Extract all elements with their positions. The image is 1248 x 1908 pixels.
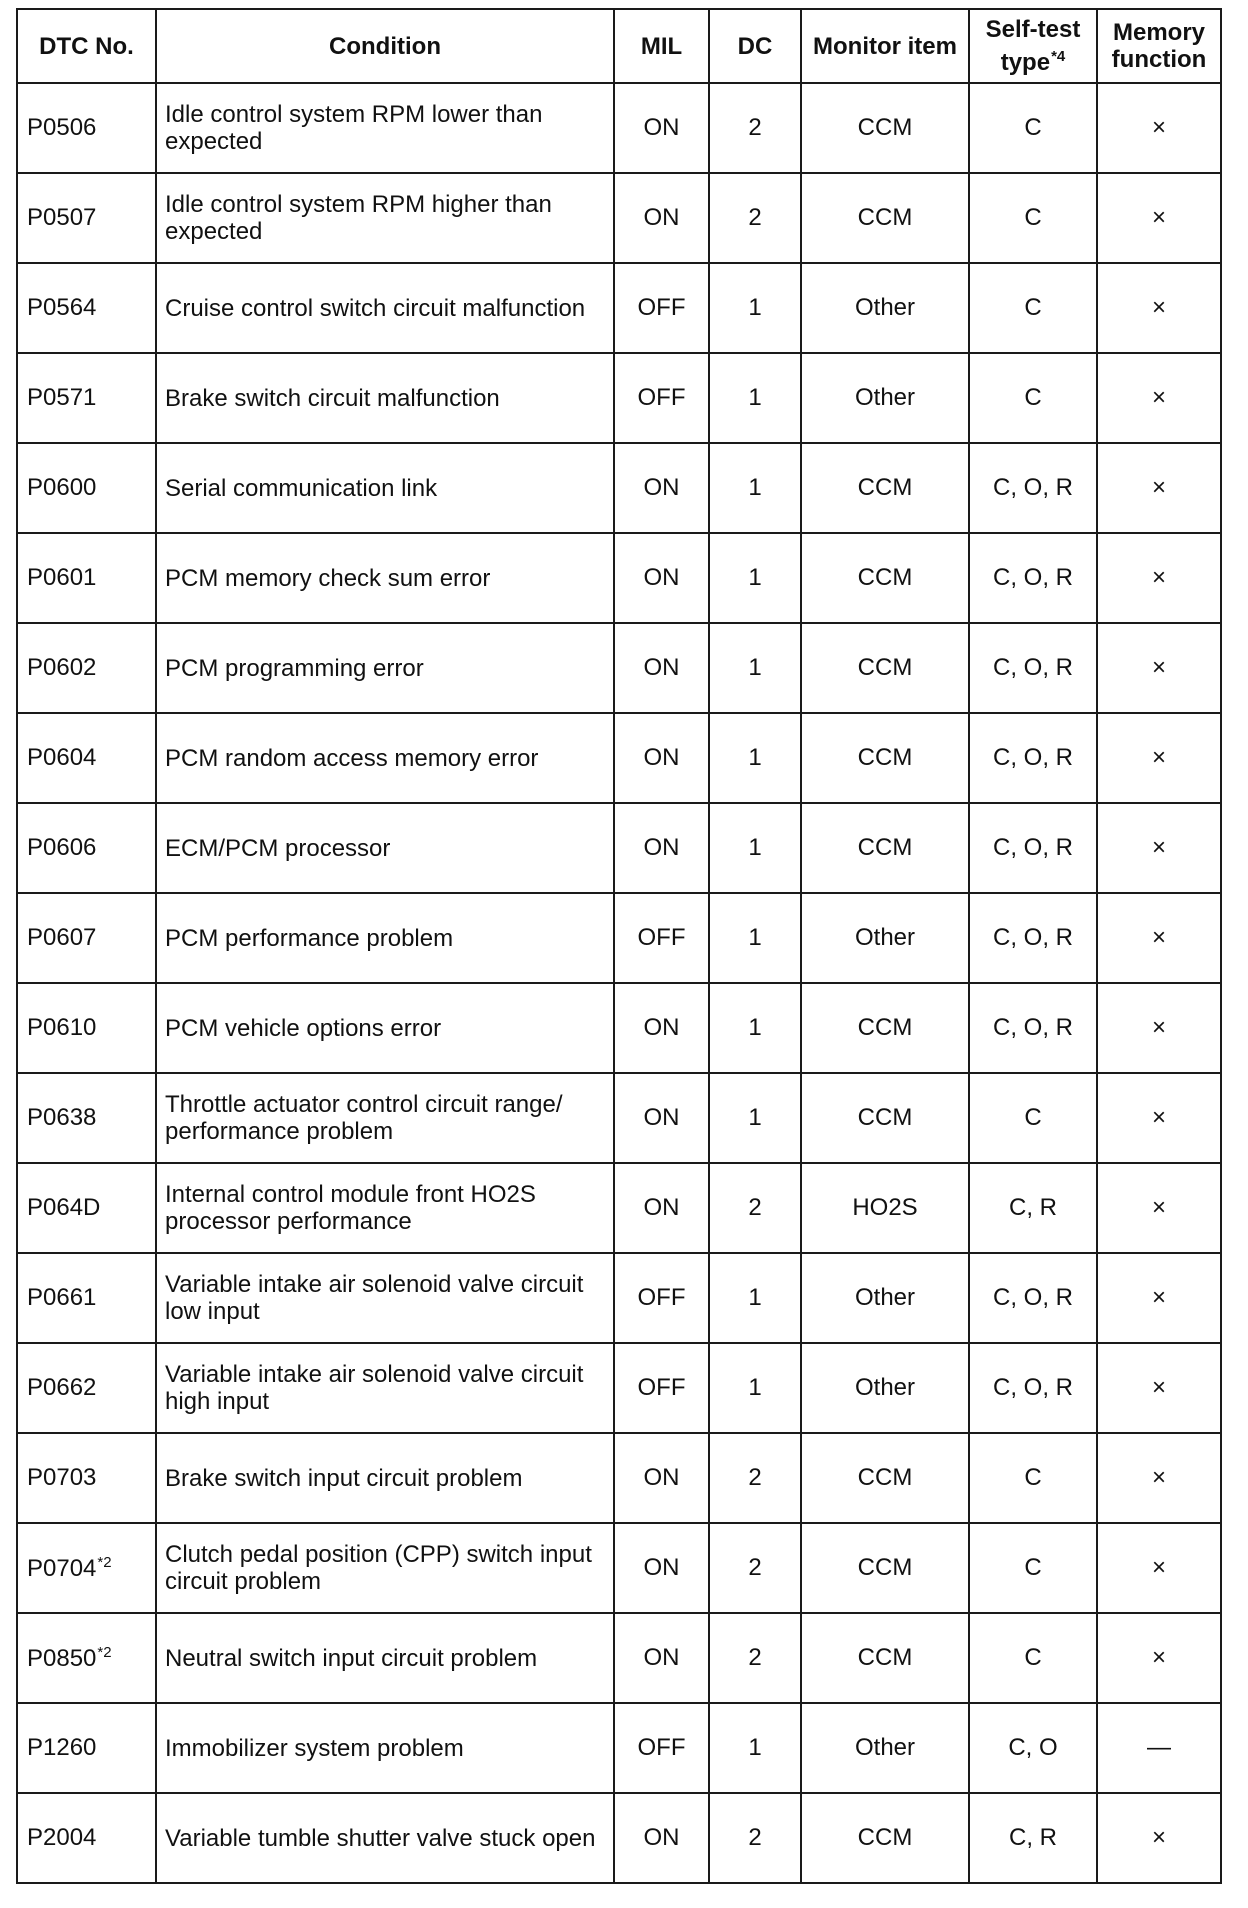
dc-cell: 1 [709, 1073, 801, 1163]
dc-cell: 1 [709, 1703, 801, 1793]
monitor-item-cell: Other [801, 263, 969, 353]
dtc-code: P0703 [27, 1464, 97, 1491]
condition-cell: Immobilizer system problem [156, 1703, 614, 1793]
table-row [17, 1703, 1221, 1793]
self-test-type-cell: C [969, 1433, 1097, 1523]
header-monitor-item: Monitor item [801, 9, 969, 83]
header-row [17, 9, 1221, 83]
dc-cell: 1 [709, 533, 801, 623]
header-self-test-label: Self-test type [985, 16, 1081, 76]
dtc-code: P0704 [27, 1554, 97, 1582]
header-dc: DC [709, 9, 801, 83]
self-test-type-cell: C, O, R [969, 893, 1097, 983]
dc-cell: 1 [709, 983, 801, 1073]
monitor-item-cell: Other [801, 353, 969, 443]
dtc-cell [17, 173, 156, 263]
dtc-code: P0506 [27, 114, 97, 141]
dtc-code: P064D [27, 1194, 101, 1221]
self-test-type-cell: C [969, 353, 1097, 443]
self-test-type-cell: C, O, R [969, 803, 1097, 893]
memory-function-cell: × [1097, 623, 1221, 713]
mil-cell: ON [614, 83, 709, 173]
memory-function-cell: × [1097, 263, 1221, 353]
mil-cell: ON [614, 1433, 709, 1523]
table-row [17, 1073, 1221, 1163]
memory-function-cell: × [1097, 803, 1221, 893]
dc-cell: 2 [709, 1523, 801, 1613]
monitor-item-cell: CCM [801, 803, 969, 893]
mil-cell: ON [614, 983, 709, 1073]
self-test-type-cell: C, O [969, 1703, 1097, 1793]
dtc-code: P0600 [27, 474, 97, 501]
self-test-type-cell: C, O, R [969, 1253, 1097, 1343]
memory-function-cell: × [1097, 713, 1221, 803]
mil-cell: OFF [614, 893, 709, 983]
condition-cell: Variable tumble shutter valve stuck open [156, 1793, 614, 1883]
table-row [17, 1793, 1221, 1883]
monitor-item-cell: Other [801, 893, 969, 983]
dtc-cell [17, 1613, 156, 1703]
dc-cell: 1 [709, 623, 801, 713]
dtc-code: P0610 [27, 1014, 97, 1041]
dtc-cell [17, 1793, 156, 1883]
dtc-code: P0607 [27, 924, 97, 951]
memory-function-cell: × [1097, 1343, 1221, 1433]
mil-cell: ON [614, 1163, 709, 1253]
dc-cell: 2 [709, 1793, 801, 1883]
dc-cell: 2 [709, 1433, 801, 1523]
self-test-type-cell: C, R [969, 1163, 1097, 1253]
memory-function-cell: × [1097, 1523, 1221, 1613]
table-row [17, 1523, 1221, 1613]
mil-cell: ON [614, 713, 709, 803]
mil-cell: OFF [614, 1253, 709, 1343]
memory-function-cell: × [1097, 1073, 1221, 1163]
table-row [17, 1163, 1221, 1253]
self-test-type-cell: C [969, 83, 1097, 173]
mil-cell: OFF [614, 353, 709, 443]
monitor-item-cell: CCM [801, 1793, 969, 1883]
dc-cell: 2 [709, 1163, 801, 1253]
mil-cell: ON [614, 1793, 709, 1883]
condition-cell: Cruise control switch circuit malfunction [156, 263, 614, 353]
monitor-item-cell: CCM [801, 83, 969, 173]
dtc-cell [17, 803, 156, 893]
dtc-code: P0601 [27, 564, 97, 591]
condition-cell: PCM memory check sum error [156, 533, 614, 623]
monitor-item-cell: CCM [801, 1613, 969, 1703]
monitor-item-cell: Other [801, 1703, 969, 1793]
dtc-code: P0638 [27, 1104, 97, 1131]
table-header [17, 9, 1221, 83]
monitor-item-cell: HO2S [801, 1163, 969, 1253]
dtc-cell [17, 1073, 156, 1163]
monitor-item-cell: CCM [801, 443, 969, 533]
table-row [17, 443, 1221, 533]
dtc-cell [17, 1523, 156, 1613]
self-test-type-cell: C [969, 1523, 1097, 1613]
table-row [17, 83, 1221, 173]
condition-cell: Variable intake air solenoid valve circuit low input [156, 1253, 614, 1343]
self-test-type-cell: C [969, 263, 1097, 353]
table-row [17, 623, 1221, 713]
condition-cell: Variable intake air solenoid valve circuit high input [156, 1343, 614, 1433]
mil-cell: ON [614, 803, 709, 893]
memory-function-cell: × [1097, 353, 1221, 443]
dtc-code: P2004 [27, 1824, 97, 1851]
dtc-cell [17, 263, 156, 353]
dc-cell: 1 [709, 263, 801, 353]
mil-cell: ON [614, 1613, 709, 1703]
dtc-code: P0606 [27, 834, 97, 861]
table-row [17, 1613, 1221, 1703]
memory-function-cell: × [1097, 173, 1221, 263]
table-row [17, 533, 1221, 623]
monitor-item-cell: CCM [801, 173, 969, 263]
memory-function-cell: × [1097, 983, 1221, 1073]
dtc-code: P0604 [27, 744, 97, 771]
header-memory-function: Memory function [1097, 9, 1221, 83]
memory-function-cell: × [1097, 533, 1221, 623]
dtc-cell [17, 443, 156, 533]
table-body [17, 83, 1221, 1883]
dtc-table [16, 8, 1222, 1884]
dtc-code: P0850 [27, 1644, 97, 1672]
dtc-cell [17, 713, 156, 803]
table-row [17, 893, 1221, 983]
memory-function-cell: × [1097, 83, 1221, 173]
self-test-type-cell: C [969, 1073, 1097, 1163]
dc-cell: 2 [709, 83, 801, 173]
condition-cell: PCM performance problem [156, 893, 614, 983]
monitor-item-cell: CCM [801, 983, 969, 1073]
dtc-cell [17, 533, 156, 623]
condition-cell: PCM random access memory error [156, 713, 614, 803]
dc-cell: 1 [709, 893, 801, 983]
dc-cell: 1 [709, 803, 801, 893]
dtc-code: P1260 [27, 1734, 97, 1761]
condition-cell: Neutral switch input circuit problem [156, 1613, 614, 1703]
memory-function-cell: × [1097, 893, 1221, 983]
memory-function-cell: × [1097, 1613, 1221, 1703]
condition-cell: ECM/PCM processor [156, 803, 614, 893]
dtc-code: P0662 [27, 1374, 97, 1401]
dtc-cell [17, 623, 156, 713]
mil-cell: ON [614, 623, 709, 713]
dtc-code: P0571 [27, 384, 97, 411]
header-self-test-footnote: *4 [1051, 48, 1066, 65]
table-row [17, 713, 1221, 803]
memory-function-cell: × [1097, 1253, 1221, 1343]
table-row [17, 983, 1221, 1073]
self-test-type-cell: C, O, R [969, 713, 1097, 803]
dtc-code: P0602 [27, 654, 97, 681]
monitor-item-cell: CCM [801, 713, 969, 803]
mil-cell: ON [614, 1523, 709, 1613]
self-test-type-cell: C, O, R [969, 1343, 1097, 1433]
table-row [17, 263, 1221, 353]
table-row [17, 803, 1221, 893]
memory-function-cell: × [1097, 1433, 1221, 1523]
dtc-cell [17, 893, 156, 983]
self-test-type-cell: C, O, R [969, 443, 1097, 533]
dtc-code: P0661 [27, 1284, 97, 1311]
header-condition: Condition [156, 9, 614, 83]
monitor-item-cell: CCM [801, 1433, 969, 1523]
self-test-type-cell: C [969, 1613, 1097, 1703]
dtc-cell [17, 1163, 156, 1253]
mil-cell: OFF [614, 1703, 709, 1793]
header-mil: MIL [614, 9, 709, 83]
condition-cell: Throttle actuator control circuit range/ performance problem [156, 1073, 614, 1163]
mil-cell: OFF [614, 263, 709, 353]
dtc-code: P0507 [27, 204, 97, 231]
condition-cell: Brake switch input circuit problem [156, 1433, 614, 1523]
table-row [17, 173, 1221, 263]
memory-function-cell: — [1097, 1703, 1221, 1793]
memory-function-cell: × [1097, 1163, 1221, 1253]
memory-function-cell: × [1097, 443, 1221, 533]
mil-cell: ON [614, 443, 709, 533]
dtc-cell [17, 1433, 156, 1523]
mil-cell: ON [614, 1073, 709, 1163]
condition-cell: Brake switch circuit malfunction [156, 353, 614, 443]
monitor-item-cell: Other [801, 1343, 969, 1433]
condition-cell: PCM programming error [156, 623, 614, 713]
monitor-item-cell: CCM [801, 533, 969, 623]
dtc-cell [17, 1343, 156, 1433]
dc-cell: 1 [709, 713, 801, 803]
dc-cell: 2 [709, 173, 801, 263]
table-row [17, 353, 1221, 443]
dtc-cell [17, 83, 156, 173]
dtc-code: P0564 [27, 294, 97, 321]
header-dtc: DTC No. [17, 9, 156, 83]
dtc-cell [17, 353, 156, 443]
memory-function-cell: × [1097, 1793, 1221, 1883]
condition-cell: Idle control system RPM higher than expected [156, 173, 614, 263]
condition-cell: Serial communication link [156, 443, 614, 533]
dc-cell: 2 [709, 1613, 801, 1703]
dtc-cell [17, 1253, 156, 1343]
self-test-type-cell: C, O, R [969, 983, 1097, 1073]
table-row [17, 1433, 1221, 1523]
dc-cell: 1 [709, 353, 801, 443]
self-test-type-cell: C, O, R [969, 623, 1097, 713]
header-self-test-type [969, 9, 1097, 83]
mil-cell: ON [614, 173, 709, 263]
dtc-footnote: *2 [97, 1643, 112, 1661]
condition-cell: PCM vehicle options error [156, 983, 614, 1073]
self-test-type-cell: C, R [969, 1793, 1097, 1883]
monitor-item-cell: Other [801, 1253, 969, 1343]
dc-cell: 1 [709, 443, 801, 533]
condition-cell: Idle control system RPM lower than expected [156, 83, 614, 173]
condition-cell: Clutch pedal position (CPP) switch input circuit problem [156, 1523, 614, 1613]
table-row [17, 1343, 1221, 1433]
self-test-type-cell: C, O, R [969, 533, 1097, 623]
dtc-footnote: *2 [97, 1553, 112, 1571]
self-test-type-cell: C [969, 173, 1097, 263]
condition-cell: Internal control module front HO2S processor performance [156, 1163, 614, 1253]
dtc-cell [17, 1703, 156, 1793]
dc-cell: 1 [709, 1253, 801, 1343]
table-row [17, 1253, 1221, 1343]
mil-cell: ON [614, 533, 709, 623]
dc-cell: 1 [709, 1343, 801, 1433]
mil-cell: OFF [614, 1343, 709, 1433]
monitor-item-cell: CCM [801, 1073, 969, 1163]
dtc-cell [17, 983, 156, 1073]
monitor-item-cell: CCM [801, 1523, 969, 1613]
monitor-item-cell: CCM [801, 623, 969, 713]
